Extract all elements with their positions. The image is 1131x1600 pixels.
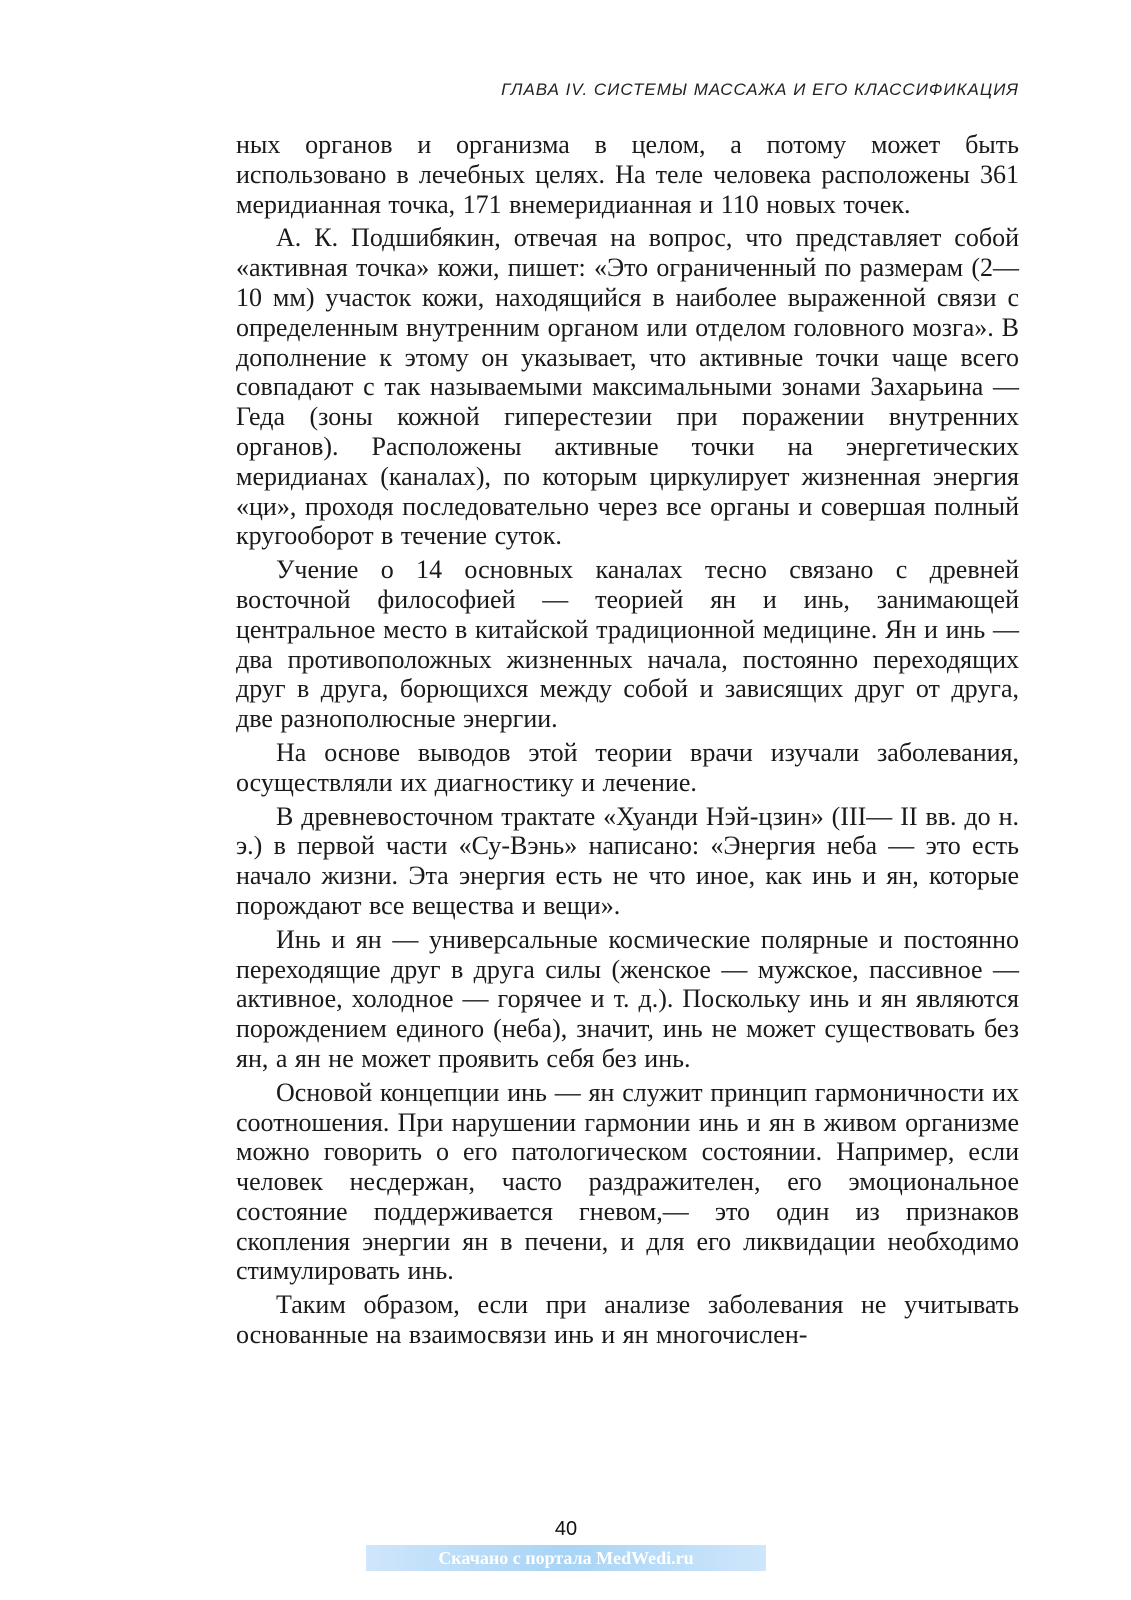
paragraph-5: В древневосточном трактате «Хуанди Нэй-цзин» (III— II вв. до н. э.) в первой части «Су-Вэнь» написано: «Энергия неба — это есть начало жизни. Эта энергия есть не что иное, как инь и ян, которые порождают все вещества и вещи».: [236, 801, 1019, 920]
paragraph-4: На основе выводов этой теории врачи изучали заболевания, осуществляли их диагностику и лечение.: [236, 737, 1019, 797]
watermark-banner: Скачано с портала MedWedi.ru: [366, 1545, 766, 1571]
paragraph-8: Таким образом, если при анализе заболевания не учитывать основанные на взаимосвязи инь и ян многочислен-: [236, 1290, 1019, 1350]
page-number: 40: [554, 1518, 578, 1540]
paragraph-1: ных органов и организма в целом, а потому может быть использовано в лечебных целях. На теле человека расположены 361 меридианная точка, 171 внемеридианная и 110 новых точек.: [236, 130, 1019, 219]
paragraph-2: А. К. Подшибякин, отвечая на вопрос, что представляет собой «активная точка» кожи, пишет: «Это ограниченный по размерам (2—10 мм) участок кожи, находящийся в наиболее выраженной связи с определенным внутренним органом или отделом головного мозга». В дополнение к этому он указывает, что активные точки чаще всего совпадают с так называемыми максимальными зонами Захарьина — Геда (зоны кожной гиперестезии при поражении внутренних органов). Расположены активные точки на энергетических меридианах (каналах), по которым циркулирует жизненная энергия «ци», проходя последовательно через все органы и совершая полный кругооборот в течение суток.: [236, 223, 1019, 551]
paragraph-3: Учение о 14 основных каналах тесно связано с древней восточной философией — теорией ян и инь, занимающей центральное место в китайской традиционной медицине. Ян и инь — два противоположных жизненных начала, постоянно переходящих друг в друга, борющихся между собой и зависящих друг от друга, две разнополюсные энергии.: [236, 555, 1019, 734]
paragraph-6: Инь и ян — универсальные космические полярные и постоянно переходящие друг в друга силы (женское — мужское, пассивное — активное, холодное — горячее и т. д.). Поскольку инь и ян являются порождением единого (неба), значит, инь не может существовать без ян, а ян не может проявить себя без инь.: [236, 924, 1019, 1073]
body-text: [236, 130, 1019, 1354]
paragraph-7: Основой концепции инь — ян служит принцип гармоничности их соотношения. При нарушении гармонии инь и ян в живом организме можно говорить о его патологическом состоянии. Например, если человек несдержан, часто раздражителен, его эмоциональное состояние поддерживается гневом,— это один из признаков скопления энергии ян в печени, и для его ликвидации необходимо стимулировать инь.: [236, 1077, 1019, 1286]
running-head: ГЛАВА IV. СИСТЕМЫ МАССАЖА И ЕГО КЛАССИФИКАЦИЯ: [501, 80, 1019, 99]
